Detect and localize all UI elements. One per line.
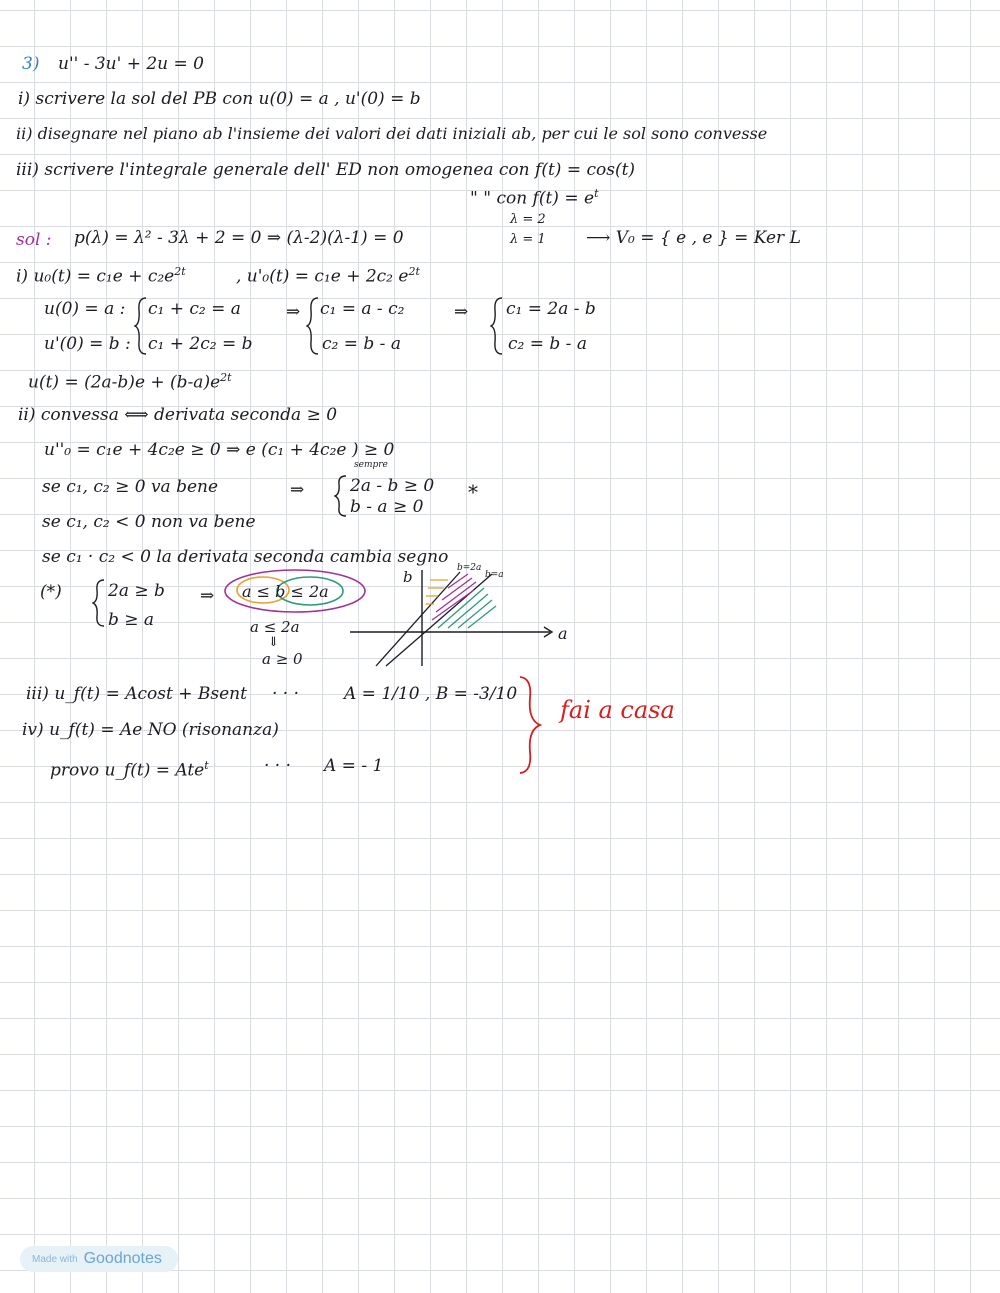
red-brace — [514, 674, 544, 776]
region-sketch — [340, 560, 580, 672]
condition-2: u'(0) = b : — [44, 334, 131, 354]
problem-part-ii: ii) disegnare nel piano ab l'insieme dei valori dei dati iniziali ab, per cui le sol sono convesse — [16, 124, 768, 143]
axis-b-label: b — [403, 568, 413, 586]
part-iii-coefficients: A = 1/10 , B = -3/10 — [344, 684, 518, 704]
case-system-eq-1: 2a - b ≥ 0 — [350, 476, 435, 496]
brace-system-2 — [306, 296, 320, 356]
implies-arrow: ⇒ — [290, 480, 305, 500]
root-1: λ = 1 — [510, 232, 546, 247]
sempre-note: sempre — [354, 460, 388, 470]
down-arrow: ⇓ — [268, 635, 279, 650]
green-hatching — [438, 588, 496, 628]
solution-label: sol : — [16, 230, 52, 250]
implies-arrow: ⇒ — [286, 302, 301, 322]
goodnotes-watermark — [20, 1246, 178, 1272]
star-system-eq-1: 2a ≥ b — [108, 581, 165, 601]
implies-arrow: ⇒ — [454, 302, 469, 322]
problem-part-i: i) scrivere la sol del PB con u(0) = a , u'(0) = b — [18, 89, 421, 109]
homogeneous-derivative: , u'₀(t) = c₁e + 2c₂ $e^{2t}$ — [236, 265, 420, 287]
part-iv-coefficient: A = - 1 — [324, 756, 384, 776]
part-iii-uf: iii) u_f(t) = Acost + Bsent — [26, 684, 247, 704]
case-positive: se c₁, c₂ ≥ 0 va bene — [42, 477, 219, 497]
system-1-eq-2: c₁ + 2c₂ = b — [148, 334, 253, 354]
ineq-chain: a ≤ b ≤ 2a — [242, 582, 329, 601]
particular-solution: $u(t) = (2a-b)e + (b-a)e^{2t}$ — [28, 371, 232, 393]
orange-hatching — [426, 580, 448, 604]
kernel: ⟶ V₀ = { e , e } = Ker L — [586, 228, 801, 248]
second-derivative: u''₀ = c₁e + 4c₂e ≥ 0 ⇒ e (c₁ + 4c₂e ) ≥ 0 — [44, 440, 395, 460]
implies-arrow: ⇒ — [200, 586, 215, 606]
system-2-eq-2: c₂ = b - a — [322, 334, 401, 354]
homogeneous-solution: i) $u_0(t) = c_1e + c_2e^{2t}$ — [16, 265, 186, 287]
system-3-eq-1: c₁ = 2a - b — [506, 299, 596, 319]
homework-note: fai a casa — [560, 696, 675, 724]
part-iii-dots: · · · — [272, 684, 300, 704]
problem-part-iii: iii) scrivere l'integrale generale dell' ED non omogenea con f(t) = cos(t) — [16, 160, 636, 180]
part-iv-dots: · · · — [264, 756, 292, 776]
problem-equation: u'' - 3u' + 2u = 0 — [58, 54, 204, 74]
problem-part-iv: " " con $f(t) = e^t$ — [470, 187, 599, 209]
case-system-eq-2: b - a ≥ 0 — [350, 497, 424, 517]
star-system-eq-2: b ≥ a — [108, 610, 155, 630]
case-mixed: se c₁ · c₂ < 0 la derivata seconda cambia segno — [42, 547, 449, 567]
goodnotes-logo-text: Goodnotes — [83, 1250, 162, 1267]
char-poly: p(λ) = λ² - 3λ + 2 = 0 ⇒ (λ-2)(λ-1) = 0 — [74, 228, 404, 248]
root-2: λ = 2 — [510, 212, 546, 227]
part-iv-try: provo u_f(t) = Ate$^t$ — [50, 759, 209, 781]
axis-a-label: a — [558, 624, 568, 643]
brace-case-system — [334, 474, 348, 518]
brace-system-1 — [134, 296, 148, 356]
system-1-eq-1: c₁ + c₂ = a — [148, 299, 241, 319]
made-with-text: Made with — [32, 1253, 78, 1265]
case-negative: se c₁, c₂ < 0 non va bene — [42, 512, 256, 532]
system-2-eq-1: c₁ = a - c₂ — [320, 299, 405, 319]
condition-1: u(0) = a : — [44, 299, 126, 319]
part-iv-uf: iv) u_f(t) = Ae NO (risonanza) — [22, 720, 279, 740]
star-label: (*) — [40, 582, 62, 602]
star-mark: * — [468, 480, 478, 504]
ineq-a-le-2a: a ≤ 2a — [250, 618, 300, 636]
problem-number: 3) — [22, 54, 40, 74]
brace-system-3 — [490, 296, 504, 356]
system-3-eq-2: c₂ = b - a — [508, 334, 587, 354]
convexity-heading: ii) convessa ⟺ derivata seconda ≥ 0 — [18, 405, 338, 425]
ineq-a-ge-0: a ≥ 0 — [262, 650, 303, 668]
line-b-2a-label: b=2a — [457, 563, 482, 573]
line-b-a-label: b=a — [485, 570, 504, 580]
brace-star-system — [92, 578, 106, 628]
purple-hatching — [432, 574, 476, 620]
